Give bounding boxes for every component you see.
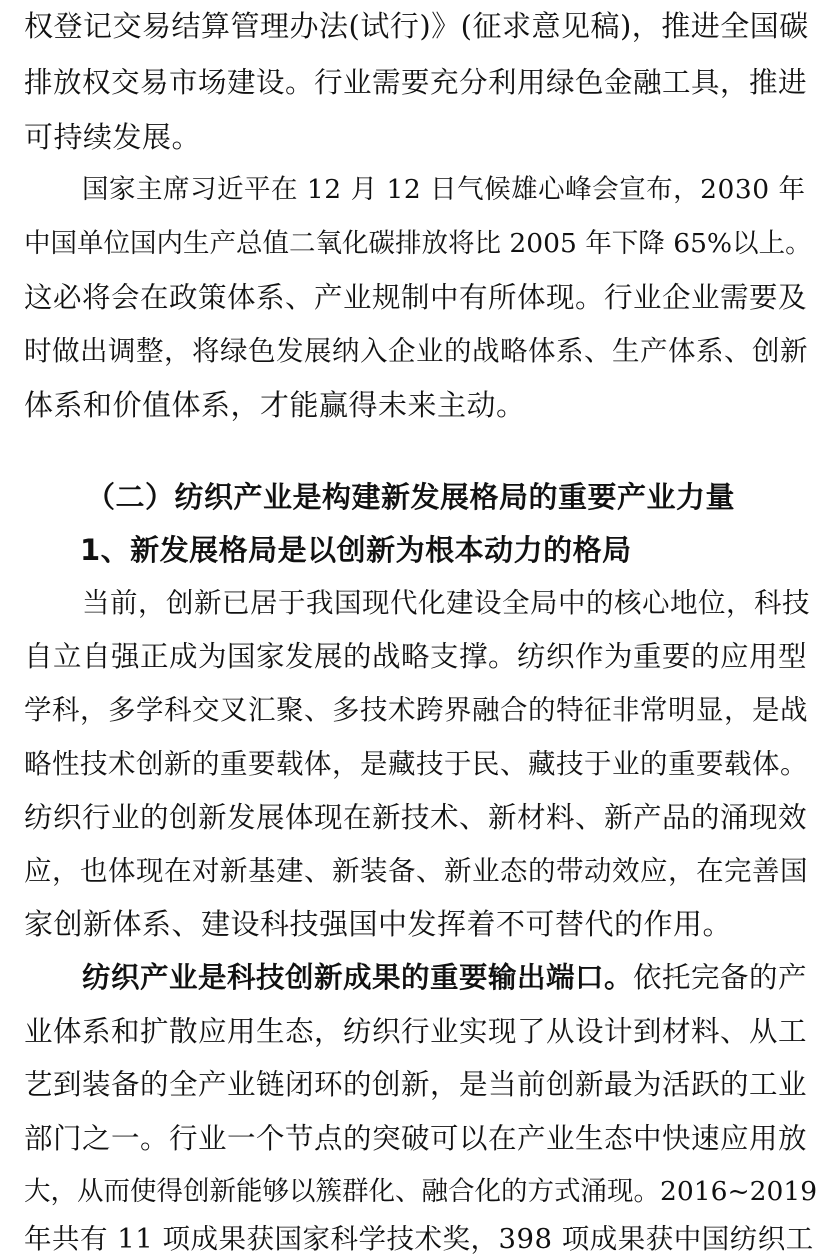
paragraph-line: 业体系和扩散应用生态，纺织行业实现了从设计到材料、从工 [24, 1015, 808, 1048]
paragraph-line: 排放权交易市场建设。行业需要充分利用绿色金融工具，推进 [24, 66, 808, 99]
paragraph-line: 时做出调整，将绿色发展纳入企业的战略体系、生产体系、创新 [24, 335, 808, 367]
bold-lead-sentence: 纺织产业是科技创新成果的重要输出端口。 [82, 961, 634, 994]
paragraph-line: 可持续发展。 [24, 120, 202, 154]
paragraph-line: 体系和价值体系，才能赢得未来主动。 [24, 388, 526, 422]
paragraph-line: 自立自强正成为国家发展的战略支撑。纺织作为重要的应用型 [24, 640, 808, 673]
paragraph-line: 国家主席习近平在 12 月 12 日气候雄心峰会宣布，2030 年 [82, 174, 806, 205]
paragraph-line: 学科，多学科交叉汇聚、多技术跨界融合的特征非常明显，是战 [24, 694, 808, 726]
paragraph-line: 纺织行业的创新发展体现在新技术、新材料、新产品的涌现效 [24, 801, 808, 834]
section-heading: （二）纺织产业是构建新发展格局的重要产业力量 [86, 480, 736, 514]
sub-heading: 1、新发展格局是以创新为根本动力的格局 [80, 533, 632, 567]
paragraph-line: 中国单位国内生产总值二氧化碳排放将比 2005 年下降 65%以上。 [24, 228, 812, 259]
paragraph-line: 艺到装备的全产业链闭环的创新，是当前创新最为活跃的工业 [24, 1068, 808, 1101]
paragraph-line: 权登记交易结算管理办法(试行)》(征求意见稿)，推进全国碳 [24, 9, 809, 43]
paragraph-line: 年共有 11 项成果获国家科学技术奖，398 项成果获中国纺织工 [24, 1223, 814, 1255]
paragraph-line [82, 958, 807, 998]
paragraph-line: 家创新体系、建设科技强国中发挥着不可替代的作用。 [24, 907, 733, 941]
paragraph-line: 应，也体现在对新基建、新装备、新业态的带动效应，在完善国 [24, 855, 808, 887]
paragraph-line: 部门之一。行业一个节点的突破可以在产业生态中快速应用放 [24, 1122, 808, 1155]
paragraph-line: 当前，创新已居于我国现代化建设全局中的核心地位，科技 [82, 587, 810, 619]
paragraph-line: 大，从而使得创新能够以簇群化、融合化的方式涌现。2016~2019 [24, 1176, 818, 1207]
paragraph-line: 这必将会在政策体系、产业规制中有所体现。行业企业需要及 [24, 281, 808, 314]
paragraph-line: 略性技术创新的重要载体，是藏技于民、藏技于业的重要载体。 [24, 748, 808, 780]
paragraph-text: 依托完备的产 [633, 961, 808, 994]
